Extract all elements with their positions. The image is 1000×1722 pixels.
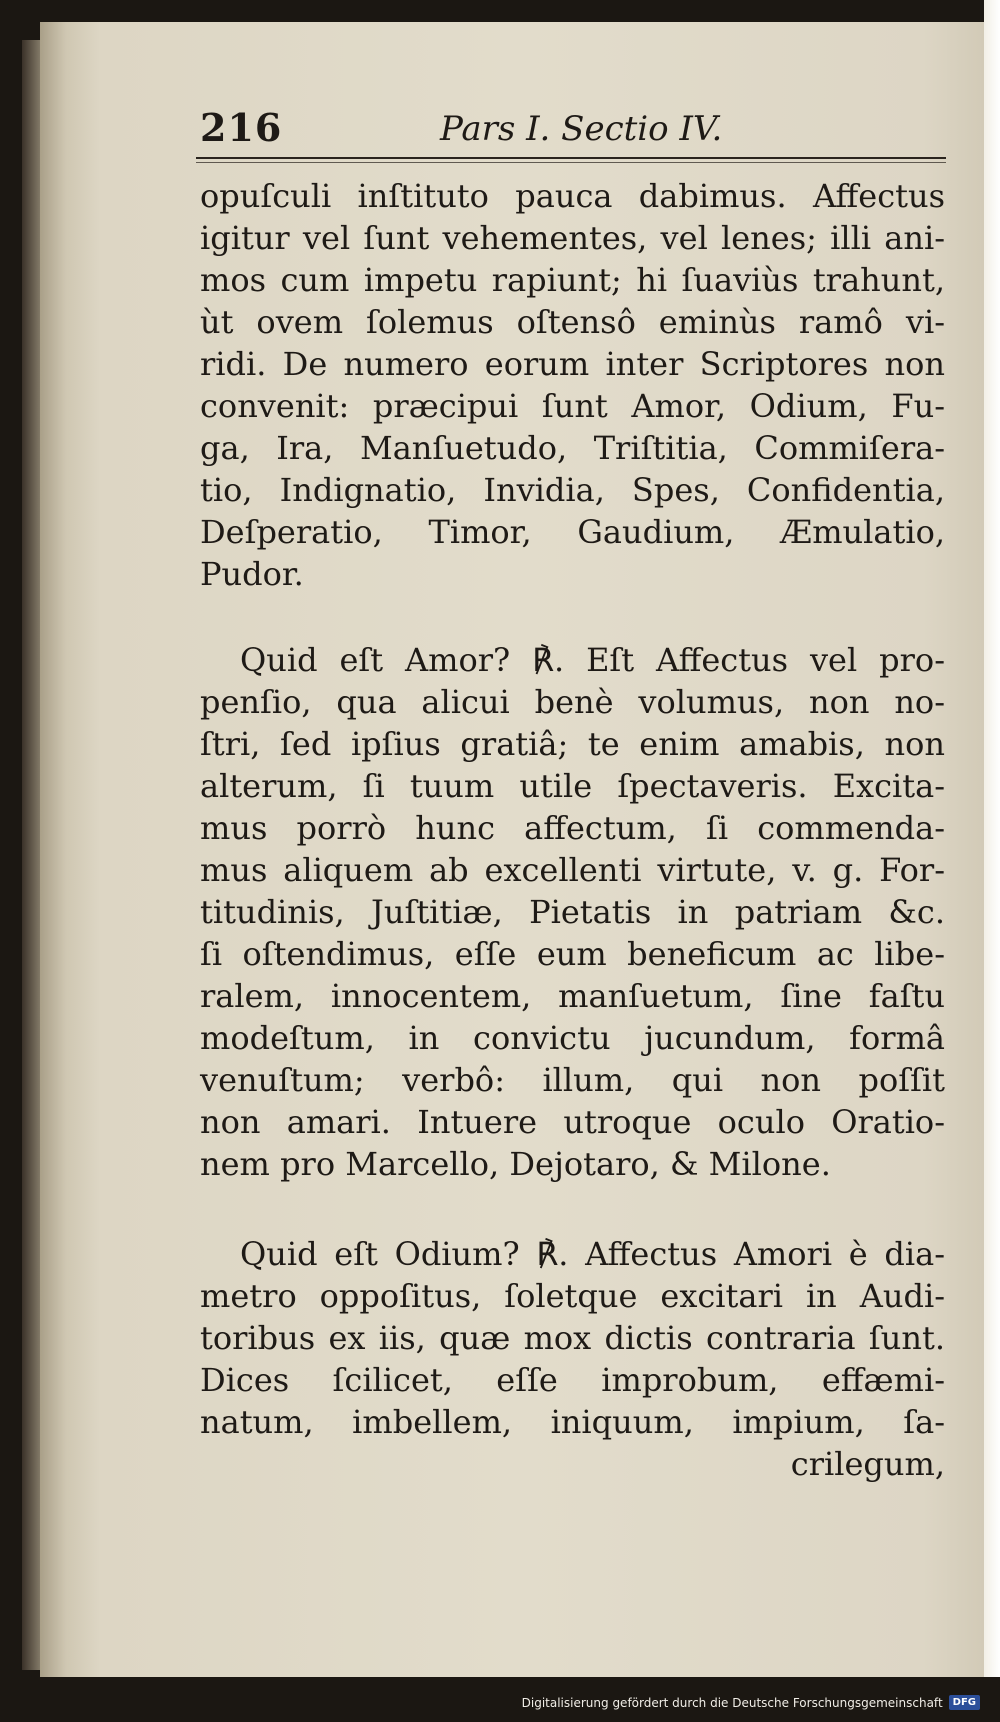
text-line: opuſculi inſtituto pauca dabimus. Affectus (200, 177, 945, 215)
text-line: ſi oſtendimus, eſſe eum beneficum ac libe- (200, 935, 945, 973)
text-line: modeſtum, in convictu jucundum, formâ (200, 1019, 945, 1057)
body-text (200, 175, 945, 1485)
page-edge (984, 0, 1000, 1722)
text-line: nem pro Marcello, Dejotaro, & Milone. (200, 1145, 831, 1183)
text-line: Pudor. (200, 555, 304, 593)
text-line: ridi. De numero eorum inter Scriptores non (200, 345, 945, 383)
text-line: penſio, qua alicui benè volumus, non no- (200, 683, 945, 721)
text-line: ſtri, ſed ipſius gratiâ; te enim amabis, non (200, 725, 945, 763)
text-line: non amari. Intuere utroque oculo Oratio- (200, 1103, 945, 1141)
header-rule (196, 157, 946, 159)
text-line: ralem, innocentem, manſuetum, ſine faſtu (200, 977, 945, 1015)
text-line: toribus ex iis, quæ mox dictis contraria ſunt. (200, 1319, 945, 1357)
paragraph-gap (200, 1185, 945, 1233)
text-line: mus porrò hunc affectum, ſi commenda- (200, 809, 945, 847)
text-line: natum, imbellem, iniquum, impium, ſa- (200, 1403, 945, 1441)
text-line: mos cum impetu rapiunt; hi ſuaviùs trahunt, (200, 261, 945, 299)
credit-text: Digitalisierung gefördert durch die Deutsche Forschungsgemeinschaft (521, 1695, 943, 1710)
text-page (200, 95, 945, 1483)
text-line: Quid eſt Odium? ℟. Affectus Amori è dia- (240, 1235, 945, 1273)
text-line: ga, Ira, Manſuetudo, Triſtitia, Commiſera- (200, 429, 945, 467)
text-line: Deſperatio, Timor, Gaudium, Æmulatio, (200, 513, 945, 551)
dfg-logo: DFG (949, 1695, 980, 1710)
digitization-credit (522, 1695, 980, 1710)
paragraph-gap (200, 595, 945, 639)
text-line: titudinis, Juſtitiæ, Pietatis in patriam &c. (200, 893, 945, 931)
text-line: convenit: præcipui ſunt Amor, Odium, Fu- (200, 387, 945, 425)
text-line: metro oppoſitus, ſoletque excitari in Audi- (200, 1277, 945, 1315)
text-line: igitur vel ſunt vehementes, vel lenes; illi ani- (200, 219, 945, 257)
text-line: tio, Indignatio, Invidia, Spes, Confidentia, (200, 471, 945, 509)
text-line: venuſtum; verbô: illum, qui non poſſit (200, 1061, 945, 1099)
text-line: ùt ovem ſolemus oſtensô eminùs ramô vi- (200, 303, 945, 341)
text-line: mus aliquem ab excellenti virtute, v. g. For- (200, 851, 945, 889)
text-line: Dices ſcilicet, eſſe improbum, effæmi- (200, 1361, 945, 1399)
page-header (200, 95, 945, 155)
page-number: 216 (200, 105, 283, 150)
text-line: Quid eſt Amor? ℟. Eſt Affectus vel pro- (240, 641, 945, 679)
header-rule-thin (196, 162, 946, 163)
running-head: Pars I. Sectio IV. (440, 109, 723, 149)
text-line: alterum, ſi tuum utile ſpectaveris. Excita- (200, 767, 945, 805)
text-line: crilegum, (790, 1445, 945, 1483)
